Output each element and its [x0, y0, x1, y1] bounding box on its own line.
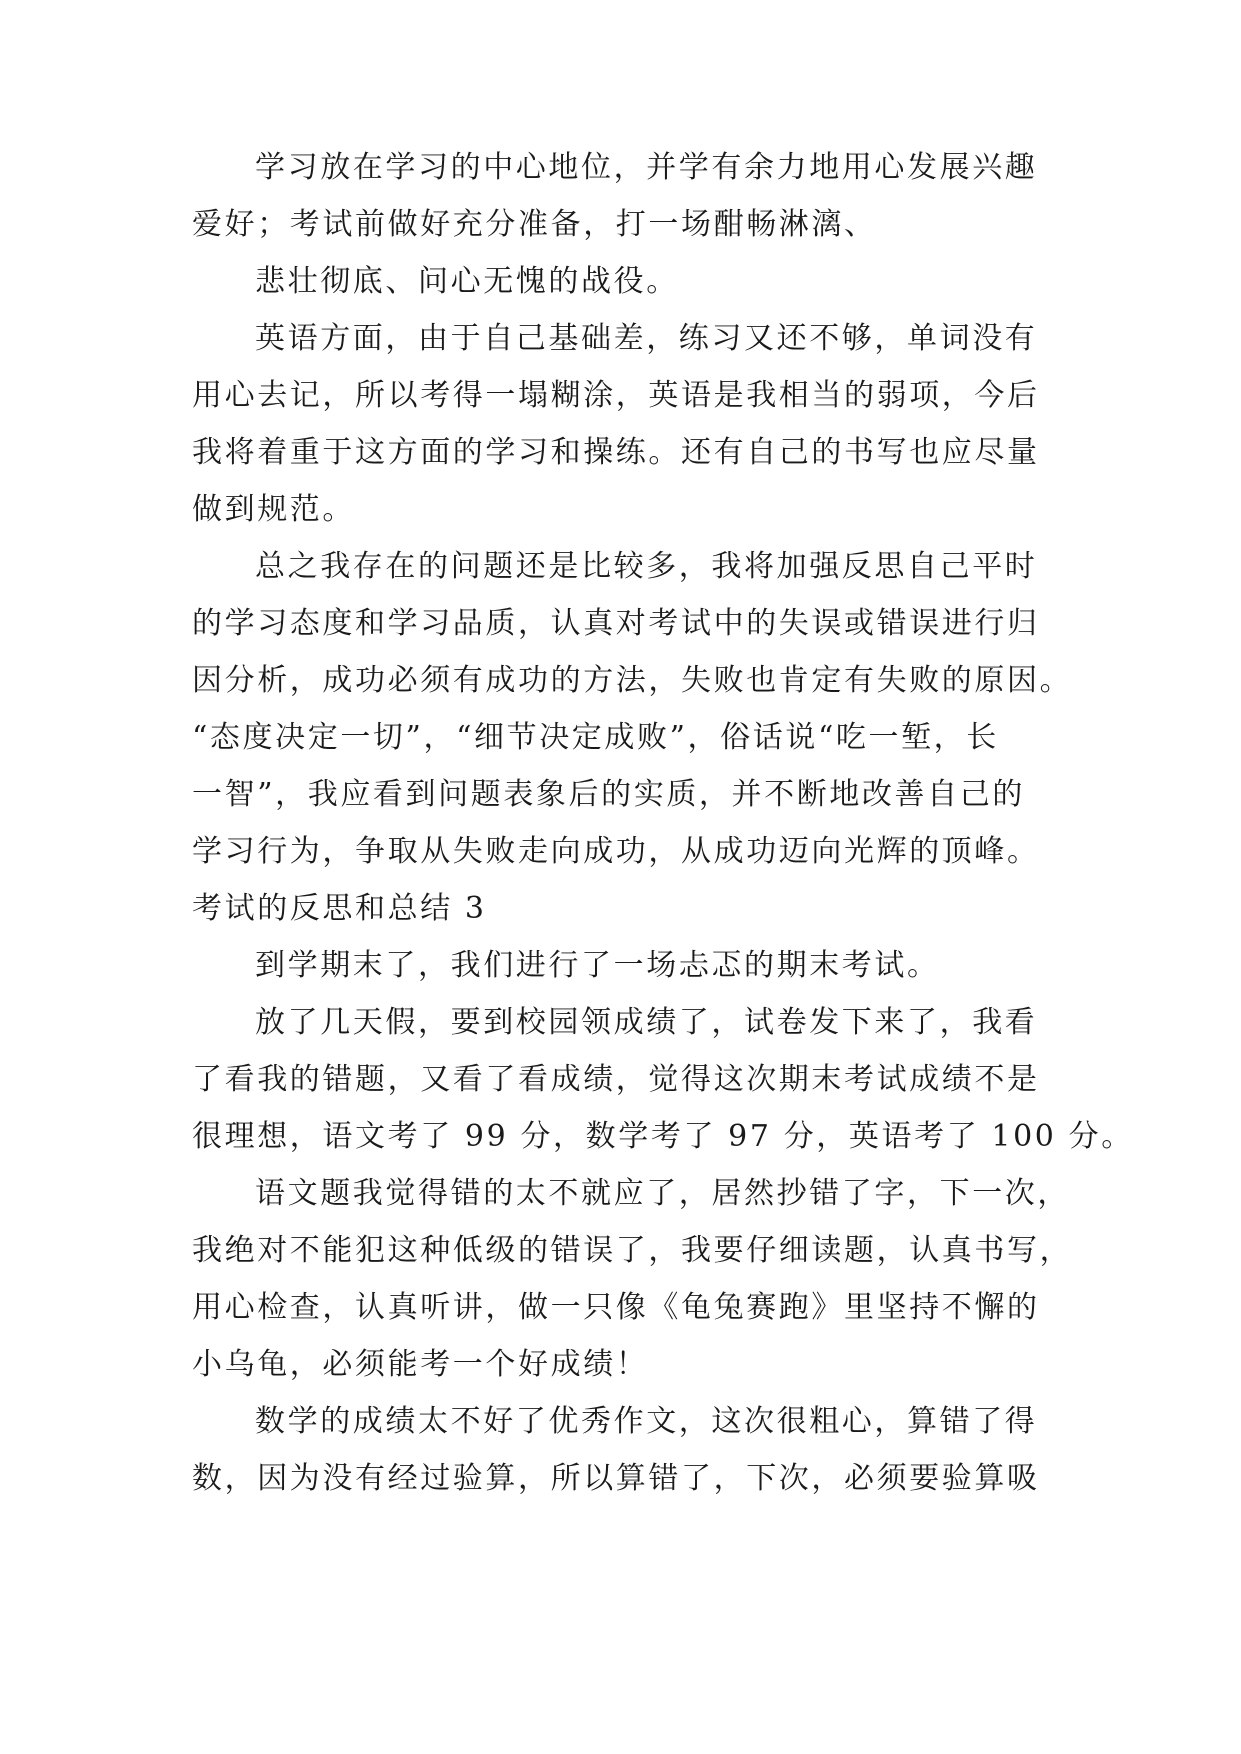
text-line: 放了几天假，要到校园领成绩了，试卷发下来了，我看 [255, 1005, 1038, 1040]
text-line: 了看我的错题，又看了看成绩，觉得这次期末考试成绩不是 [192, 1062, 1040, 1097]
text-line: 数学的成绩太不好了优秀作文，这次很粗心，算错了得 [255, 1404, 1038, 1439]
text-line: 我将着重于这方面的学习和操练。还有自己的书写也应尽量 [192, 435, 1040, 470]
text-line: 因分析，成功必须有成功的方法，失败也肯定有失败的原因。 [192, 663, 1073, 698]
text-line: 爱好；考试前做好充分准备，打一场酣畅淋漓、 [192, 207, 877, 242]
text-line: 悲壮彻底、问心无愧的战役。 [255, 264, 679, 299]
text-line: 学习放在学习的中心地位，并学有余力地用心发展兴趣 [255, 150, 1038, 185]
text-line: 到学期末了，我们进行了一场忐忑的期末考试。 [255, 948, 940, 983]
text-line: 很理想，语文考了 99 分，数学考了 97 分，英语考了 100 分。 [192, 1119, 1134, 1154]
text-line: 小乌龟，必须能考一个好成绩！ [192, 1347, 649, 1382]
text-line: 我绝对不能犯这种低级的错误了，我要仔细读题，认真书写， [192, 1233, 1073, 1268]
text-line: 英语方面，由于自己基础差，练习又还不够，单词没有 [255, 321, 1038, 356]
text-line: 语文题我觉得错的太不就应了，居然抄错了字，下一次， [255, 1176, 1070, 1211]
text-line: 总之我存在的问题还是比较多，我将加强反思自己平时 [255, 549, 1038, 584]
text-line: 数，因为没有经过验算，所以算错了，下次，必须要验算吸 [192, 1461, 1040, 1496]
text-line: “态度决定一切”，“细节决定成败”，俗话说“吃一堑，长 [192, 720, 999, 755]
text-line: 用心检查，认真听讲，做一只像《龟兔赛跑》里坚持不懈的 [192, 1290, 1040, 1325]
text-line: 的学习态度和学习品质，认真对考试中的失误或错误进行归 [192, 606, 1040, 641]
text-line: 用心去记，所以考得一塌糊涂，英语是我相当的弱项，今后 [192, 378, 1040, 413]
text-line: 学习行为，争取从失败走向成功，从成功迈向光辉的顶峰。 [192, 834, 1040, 869]
text-line: 一智”，我应看到问题表象后的实质，并不断地改善自己的 [192, 777, 1025, 812]
text-line: 做到规范。 [192, 492, 355, 527]
section-heading: 考试的反思和总结 3 [192, 891, 487, 926]
